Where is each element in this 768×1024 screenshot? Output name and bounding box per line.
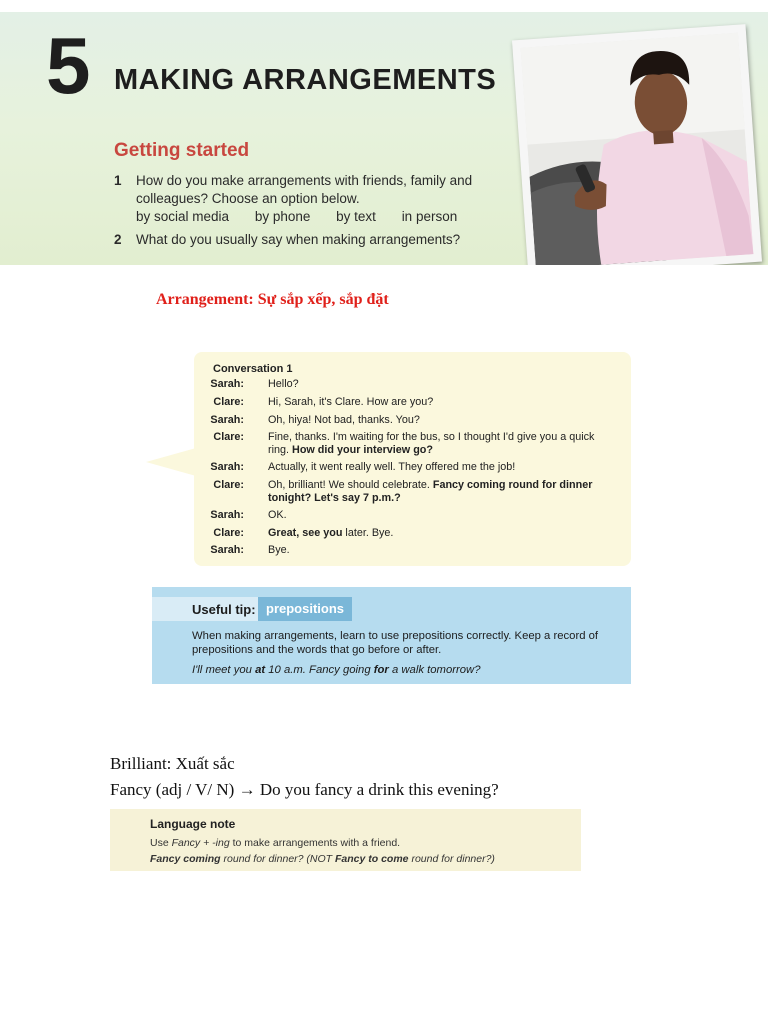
conversation-title: Conversation 1: [213, 363, 293, 375]
option-text: by text: [336, 209, 376, 224]
useful-tip-body: When making arrangements, learn to use prepositions correctly. Keep a record of prepositions and the words that go before or after.: [192, 630, 599, 656]
arrow-right-icon: →: [238, 780, 256, 799]
option-in-person: in person: [401, 209, 458, 224]
vocab-fancy: Fancy (adj / V/ N) → Do you fancy a drink this evening?: [110, 780, 499, 799]
speaker: Sarah:: [210, 378, 244, 390]
speech-bubble-tail: [146, 448, 196, 476]
question-1-text: How do you make arrangements with friends, family and colleagues? Choose an option below.: [136, 173, 473, 206]
dialogue-text: Fine, thanks. I'm waiting for the bus, so I thought I'd give you a quick ring. How did your interview go?: [268, 431, 595, 456]
conversation-box: [194, 352, 631, 566]
useful-tip-example: I'll meet you at 10 a.m. Fancy going for a walk tomorrow?: [192, 664, 481, 676]
man-on-phone-photo: [512, 24, 762, 265]
language-note-box: [110, 809, 581, 871]
question-1: [114, 172, 514, 208]
question-1-number: 1: [114, 173, 122, 188]
dialogue-text: Bye.: [268, 544, 290, 556]
speaker: Clare:: [213, 396, 244, 408]
speaker: Sarah:: [210, 544, 244, 556]
dialogue-text: OK.: [268, 509, 287, 521]
question-2: [114, 231, 514, 249]
useful-tip-header: [152, 597, 348, 621]
dialogue-text: Hi, Sarah, it's Clare. How are you?: [268, 396, 434, 408]
useful-tip-label: Useful tip:: [192, 602, 256, 617]
useful-tip-tag: prepositions: [258, 597, 352, 621]
speaker: Sarah:: [210, 461, 244, 473]
language-note-line-1: Use Fancy + -ing to make arrangements with a friend.: [150, 837, 401, 849]
dialogue-text: Oh, hiya! Not bad, thanks. You?: [268, 414, 420, 426]
section-title: Getting started: [114, 140, 250, 161]
unit-number: 5: [46, 21, 89, 110]
speaker: Clare:: [213, 479, 244, 491]
language-note-title: Language note: [150, 817, 236, 831]
unit-title: MAKING ARRANGEMENTS: [114, 64, 497, 96]
arrangement-translation-note: Arrangement: Sự sắp xếp, sắp đặt: [156, 291, 389, 308]
useful-tip-box: [152, 587, 631, 684]
dialogue-text: Great, see you later. Bye.: [268, 527, 394, 539]
unit-header-banner: [0, 12, 768, 265]
speaker: Sarah:: [210, 509, 244, 521]
dialogue-text: Hello?: [268, 378, 299, 390]
option-list: [136, 209, 479, 224]
option-social-media: by social media: [136, 209, 230, 224]
speaker: Clare:: [213, 527, 244, 539]
vocab-brilliant: Brilliant: Xuất sắc: [110, 754, 235, 773]
question-2-text: What do you usually say when making arrangements?: [136, 232, 461, 247]
option-phone: by phone: [254, 209, 311, 224]
language-note-line-2: Fancy coming round for dinner? (NOT Fancy to come round for dinner?): [150, 853, 495, 865]
question-2-number: 2: [114, 232, 122, 247]
dialogue-text: Actually, it went really well. They offered me the job!: [268, 461, 516, 473]
speaker: Clare:: [213, 431, 244, 443]
speaker: Sarah:: [210, 414, 244, 426]
dialogue-text: Oh, brilliant! We should celebrate. Fancy coming round for dinner tonight? Let's say 7 p.m.?: [268, 479, 593, 504]
